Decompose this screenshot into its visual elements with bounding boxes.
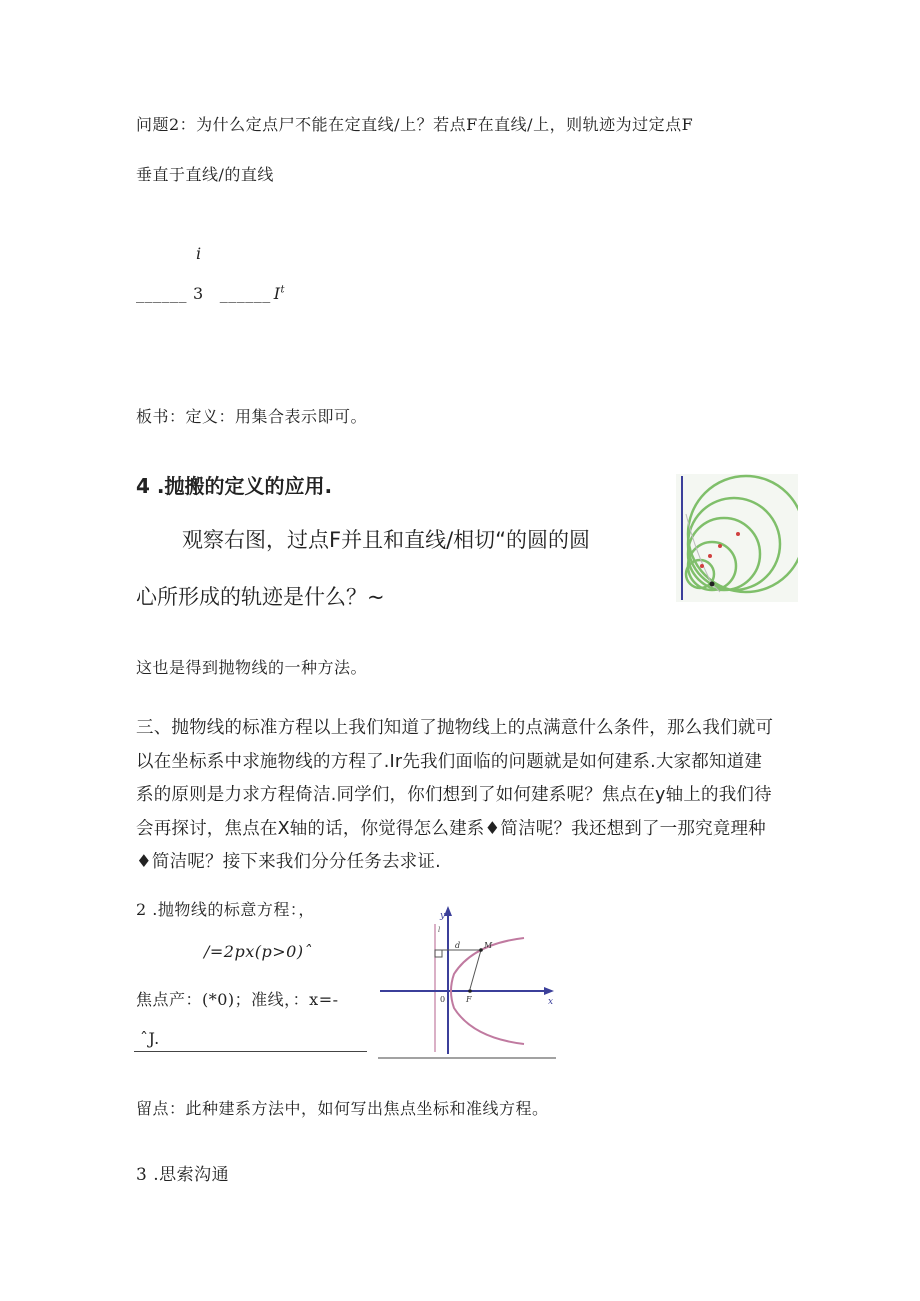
item-3-heading: 3 .思索沟通	[136, 1165, 230, 1185]
item-2-equation: /=2px(p>0)ˆ	[204, 942, 313, 961]
fragment-number: 3	[193, 284, 204, 303]
d-label: d	[455, 941, 461, 950]
y-axis-arrow	[444, 906, 452, 916]
item-2-underline	[134, 1051, 367, 1052]
center-point-1	[736, 532, 740, 536]
item-2-tail: ˆJ.	[140, 1029, 160, 1048]
right-angle-marker	[435, 950, 442, 957]
fragment-line	[136, 284, 285, 303]
center-point-4	[700, 564, 704, 568]
board-note: 板书：定义：用集合表示即可。	[136, 407, 368, 426]
origin-label: 0	[440, 995, 446, 1004]
standard-equation-paragraph: 三、抛物线的标准方程以上我们知道了抛物线上的点满意什么条件，那么我们就可以在坐标系中求施物线的方程了.Ir先我们面临的问题就是如何建系.大家都知道建系的原则是力求方程倚洁.同学们，你们想到了如何建系呢？焦点在y轴上的我们待会再探讨，焦点在X轴的话，你觉得怎么建系♦简洁呢？我还想到了一那究竟理种♦简洁呢？接下来我们分分任务去求证.	[136, 718, 774, 872]
point-f	[468, 989, 472, 993]
fragment-tail: I	[273, 284, 281, 303]
question-2-line-2: 垂直于直线/的直线	[136, 165, 274, 184]
m-label: M	[484, 941, 493, 950]
method-note: 这也是得到抛物线的一种方法。	[136, 658, 368, 677]
focus-note: 留点：此种建系方法中，如何写出焦点坐标和准线方程。	[136, 1099, 549, 1118]
parabola-graph	[378, 904, 558, 1062]
section-4-heading: 4 .抛搬的定义的应用.	[136, 474, 333, 498]
question-2-line-1: 问题2：为什么定点尸不能在定直线/上？若点F在直线/上，则轨迹为过定点F	[136, 115, 694, 134]
item-2-focus-directrix: 焦点产：(*0)；准线，：x=-	[136, 990, 339, 1009]
f-label: F	[466, 995, 472, 1004]
x-axis-label: x	[548, 997, 554, 1007]
fragment-i-mark: i	[196, 244, 202, 263]
fragment-right-blank: ______	[219, 284, 271, 303]
l-label: l	[438, 926, 441, 934]
section-4-line-1: 观察右图，过点F并且和直线/相切“的圆的圆	[182, 528, 591, 552]
section-4-line-2: 心所形成的轨迹是什么？~	[136, 585, 385, 609]
x-axis-arrow	[544, 987, 554, 995]
y-axis-label: y	[440, 911, 446, 921]
center-point-2	[718, 544, 722, 548]
tangent-circles-figure	[676, 474, 798, 602]
focus-point	[710, 582, 715, 587]
point-m	[479, 948, 483, 952]
item-2-title: 2 .抛物线的标意方程：，	[136, 900, 315, 919]
fragment-tail-sup: t	[280, 284, 286, 296]
center-point-3	[708, 554, 712, 558]
fragment-left-blank: ______	[136, 284, 187, 303]
